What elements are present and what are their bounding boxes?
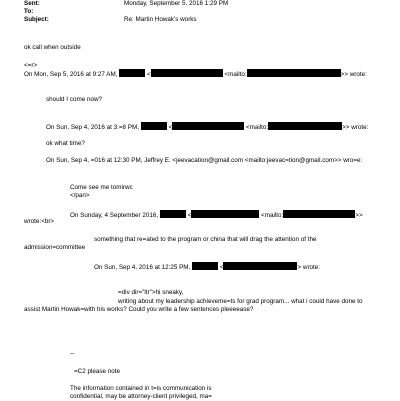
quote-header-text: <mailto: — [261, 212, 284, 219]
quote-header-text: >> wrote: — [342, 124, 369, 131]
quote-header — [24, 69, 367, 79]
redacted-email — [151, 69, 223, 77]
quote-header — [94, 262, 320, 272]
body-line: ok what time? — [46, 140, 85, 147]
body-line: <=r> — [24, 62, 38, 69]
body-line: wrote:<br> — [24, 218, 55, 225]
quote-header-text: > wrote: — [297, 264, 321, 271]
quote-header — [46, 122, 368, 132]
quote-header-text: On Sun, Sep 4, 2016 at 12:25 PM, — [94, 264, 191, 271]
body-line: something that re=ated to the program or china that will drag the attention of the — [94, 236, 317, 243]
quote-header-text: On Sunday, 4 September 2016, — [70, 212, 159, 219]
body-line: writing about my leadership achieveme=ts for grad program... what i could have done to — [118, 298, 363, 305]
redacted-name — [119, 69, 145, 77]
quote-header-text: <mailto: — [224, 71, 247, 78]
quote-header-text: < — [168, 124, 173, 131]
quote-header: On Sun, Sep 4, =016 at 12:30 PM, Jeffrey E. <jeevacation@gmail.com <mailto:jeevac=tion@gmail.com>> wro=e: — [46, 157, 363, 164]
redacted-email — [191, 210, 259, 218]
body-line: confidential, may be attorney-client privileged, ma= — [70, 393, 212, 400]
redacted-email — [283, 210, 355, 218]
body-line: =div dir="ltr">hi sneaky, — [118, 289, 184, 296]
body-line: ok call when outside — [24, 44, 81, 51]
quote-header-text: < — [146, 71, 151, 78]
body-line: assist Martin Howak=with his works? Could you write a few sentences pleeeease? — [24, 306, 254, 313]
body-line: The information contained in t=is communication is — [70, 385, 212, 392]
body-line: should I come now? — [46, 96, 103, 103]
redacted-name — [141, 122, 167, 130]
redacted-email — [223, 262, 297, 270]
redacted-name — [160, 210, 186, 218]
quote-header-text: < — [219, 264, 224, 271]
body-line: -- — [70, 350, 75, 357]
sent-value: Monday, September 5, 2016 1:29 PM — [124, 0, 229, 7]
quote-header-text: >> wrote: — [340, 71, 367, 78]
subject-label: Subject: — [24, 16, 49, 23]
body-line: =C2 please note — [74, 368, 121, 375]
body-line: Come see me tomirwc — [70, 184, 133, 191]
body-line: </pan> — [70, 192, 90, 199]
redacted-name — [192, 262, 218, 270]
sent-label: Sent: — [24, 0, 40, 7]
quote-header-text: < — [187, 212, 192, 219]
subject-value: Re: Martin Howak's works — [124, 16, 197, 23]
quote-header-text: <mailto: — [245, 124, 269, 131]
redacted-email — [172, 122, 244, 130]
redacted-email — [247, 69, 341, 77]
body-line: admission=committee — [24, 244, 86, 251]
quote-header-text: >> — [355, 212, 363, 219]
quote-header-text: On Mon, Sep 5, 2016 at 9:27 AM, — [24, 71, 118, 78]
redacted-email — [268, 122, 342, 130]
quote-header-text: On Sun, Sep 4, 2016 at 3:=8 PM, — [46, 124, 139, 131]
to-label: To: — [24, 8, 34, 15]
quote-header — [70, 210, 363, 220]
